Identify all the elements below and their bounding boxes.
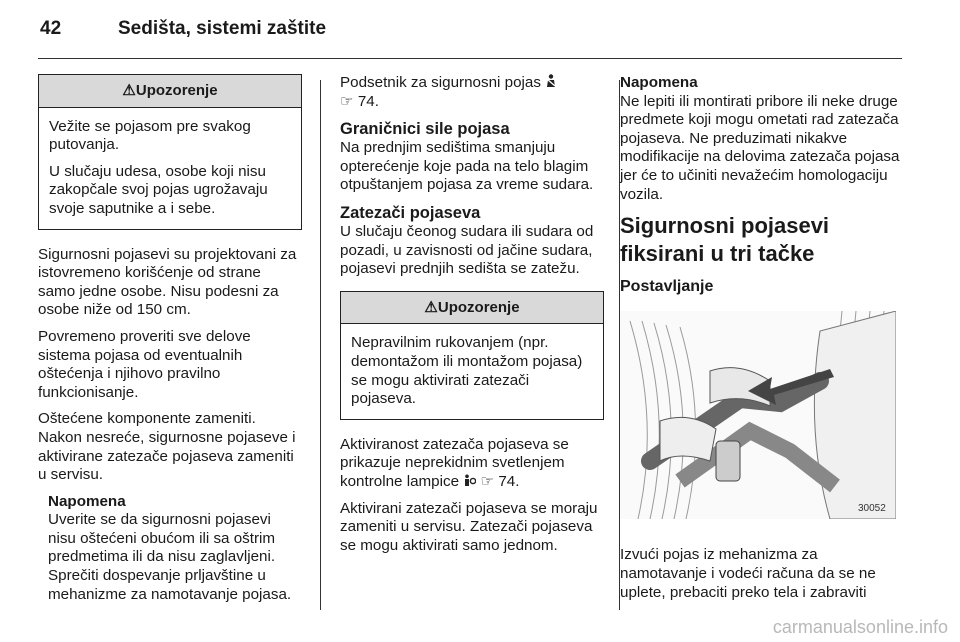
body-paragraph: Oštećene komponente zameniti. Nakon nesreće, sigurnosne pojaseve i aktivirane zatezače pojaseva zameniti u servisu.	[38, 410, 296, 484]
activation-paragraph	[340, 436, 604, 492]
warning-box-pretensioners	[340, 291, 604, 420]
body-paragraph: Povremeno proveriti sve delove sistema pojasa od eventualnih oštećenja i njihovo pravilno funkcionisanje.	[38, 327, 251, 401]
page-ref-icon: ☞	[480, 472, 495, 490]
note-text: Uverite se da sigurnosni pojasevi nisu oštećeni obućom ili sa oštrim predmetima ili da nisu zaglavljeni. Sprečiti dospevanje prljavštine u mehanizme za namotavanje pojasa.	[48, 511, 292, 603]
figure-number: 30052	[858, 502, 886, 514]
warning-paragraph: U slučaju udesa, osobe koji nisu zakopčale svoj pojas ugrožavaju svoje saputnike a i sebe.	[49, 162, 268, 217]
warning-title: Upozorenje	[437, 298, 520, 316]
body-paragraph: Aktivirani zatezači pojaseva se moraju zameniti u servisu. Zatezači pojaseva se mogu aktivirati samo jednom.	[340, 499, 598, 554]
airbag-warning-light-icon	[463, 474, 476, 487]
seatbelt-icon	[545, 74, 557, 89]
warning-icon: ⚠	[424, 298, 438, 316]
column-divider-1	[320, 80, 321, 610]
heading-force-limiters: Graničnici sile pojasa	[340, 120, 510, 139]
note-block	[48, 493, 302, 605]
heading-fitting: Postavljanje	[620, 278, 714, 296]
warning-title: Upozorenje	[135, 82, 218, 99]
warning-paragraph: Vežite se pojasom pre svakog putovanja.	[49, 117, 251, 154]
note-title: Napomena	[620, 74, 698, 91]
heading-pretensioners: Zatezači pojaseva	[340, 203, 481, 222]
body-paragraph: Na prednjim sedištima smanjuju opterećenje koje pada na telo blagim otpuštanjem pojasa za vreme sudara.	[340, 139, 594, 194]
warning-body	[341, 324, 603, 418]
column-2	[340, 74, 604, 563]
reminder-paragraph	[340, 74, 604, 111]
body-paragraph: U slučaju čeonog sudara ili sudara od pozadi, u zavisnosti od jačine sudara, pojasevi prednjih sedišta se zatežu.	[340, 222, 594, 278]
reminder-ref: 74.	[357, 92, 379, 110]
note-block	[620, 74, 902, 204]
header-rule	[38, 58, 902, 59]
page-ref-icon: ☞	[340, 92, 354, 110]
heading-three-point-belts: Sigurnosni pojasevi fiksirani u tri tačke	[620, 213, 830, 267]
body-paragraph: Izvući pojas iz mehanizma za namotavanje i vodeći računa da se ne uplete, prebaciti preko tela i zabraviti	[620, 546, 876, 601]
warning-paragraph: Nepravilnim rukovanjem (npr. demontažom ili montažom pojasa) se mogu aktivirati zatezači pojaseva.	[351, 334, 583, 408]
note-text: Ne lepiti ili montirati pribore ili neke druge predmete koji mogu ometati rad zatezača pojaseva. Ne preduzimati nikakve modifikacije na delovima zatezača pojasa jer će to učiniti nevažećim homologaciju vozila.	[620, 92, 900, 203]
warning-body	[39, 108, 301, 229]
warning-header	[39, 75, 301, 108]
page-header	[40, 18, 326, 40]
activation-ref: 74.	[498, 472, 520, 490]
warning-header	[341, 292, 603, 325]
warning-box-seatbelt	[38, 74, 302, 230]
page-title: Sedišta, sistemi zaštite	[118, 18, 327, 39]
page-number: 42	[40, 18, 62, 39]
watermark: carmanualsonline.info	[772, 617, 948, 637]
column-1	[38, 74, 302, 612]
seatbelt-fitting-illustration	[620, 311, 896, 519]
note-title: Napomena	[48, 492, 126, 510]
warning-icon: ⚠	[122, 82, 136, 99]
reminder-text: Podsetnik za sigurnosni pojas	[340, 74, 541, 91]
activation-text: Aktiviranost zatezača pojaseva se prikazuje neprekidnim svetlenjem kontrolne lampice	[340, 435, 569, 490]
body-paragraph: Sigurnosni pojasevi su projektovani za istovremeno korišćenje od strane samo jedne osobe. Nisu podesni za osobe niže od 150 cm.	[38, 245, 297, 319]
column-3	[620, 74, 902, 610]
